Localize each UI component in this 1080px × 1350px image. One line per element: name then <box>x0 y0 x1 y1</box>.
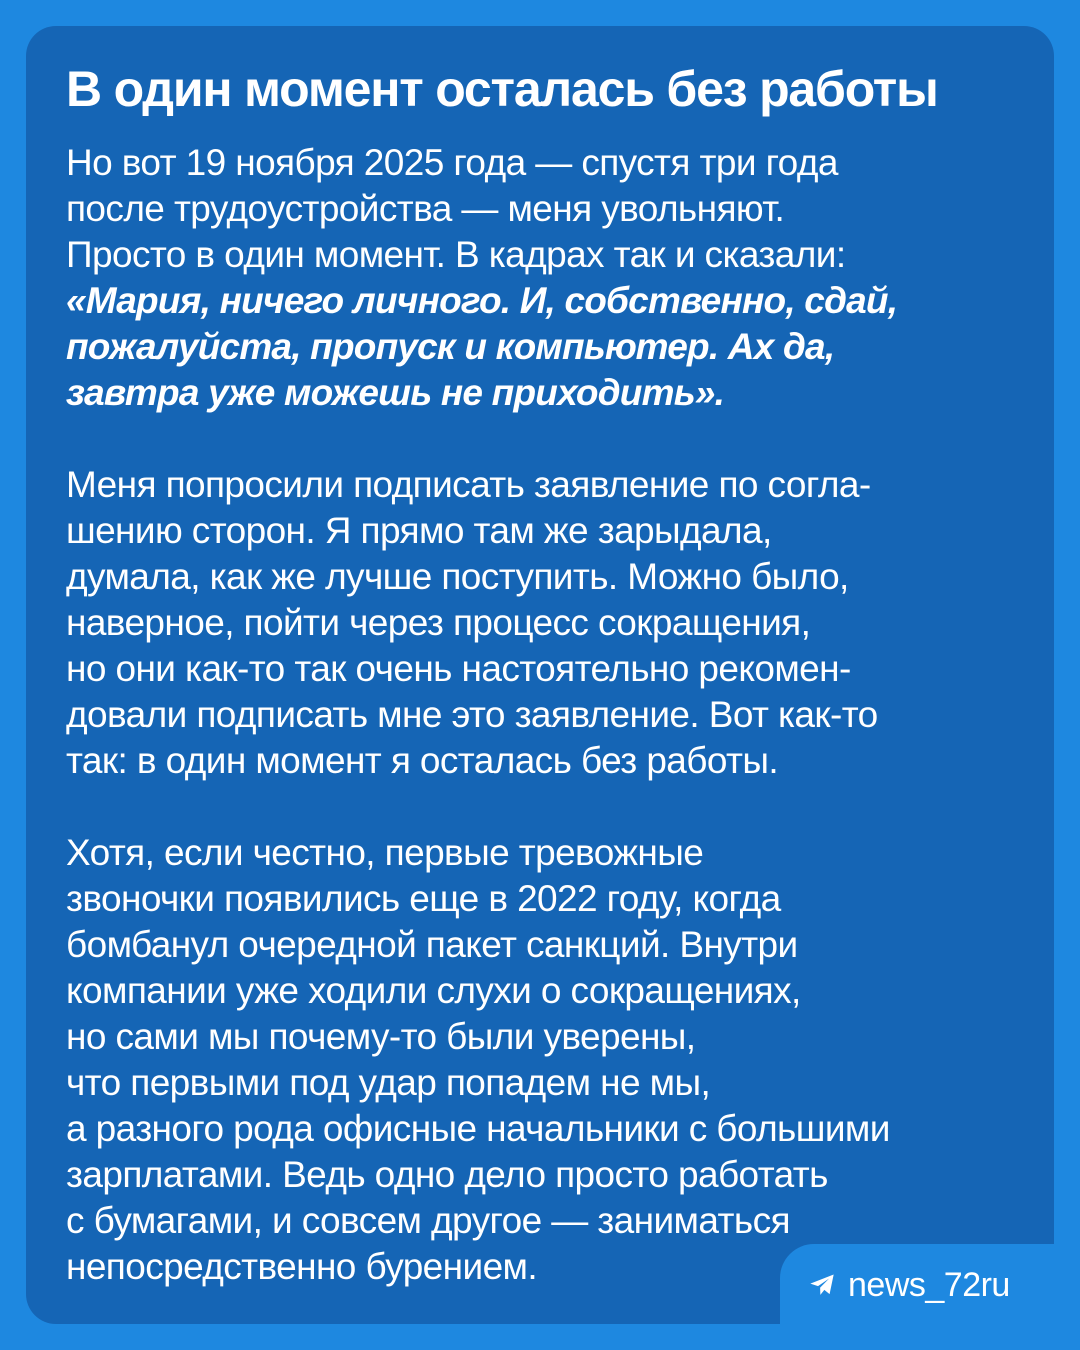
quote-line: завтра уже можешь не приходить». <box>66 372 725 413</box>
brand-label: news_72ru <box>848 1265 1010 1304</box>
text-line: что первыми под удар попадем не мы, <box>66 1062 711 1103</box>
text-line: непосредственно бурением. <box>66 1246 538 1287</box>
telegram-icon <box>808 1271 848 1299</box>
article-body <box>66 140 1026 1290</box>
text-line: шению сторон. Я прямо там же зарыдала, <box>66 510 772 551</box>
text-line: Меня попросили подписать заявление по согла- <box>66 464 871 505</box>
text-line: с бумагами, и совсем другое — заниматься <box>66 1200 790 1241</box>
article-title: В один момент осталась без работы <box>66 61 938 117</box>
text-line: но они как-то так очень настоятельно рекомен- <box>66 648 851 689</box>
text-line: но сами мы почему-то были уверены, <box>66 1016 696 1057</box>
paragraph-3 <box>66 830 1026 1290</box>
quote-line: «Мария, ничего личного. И, собственно, сдай, <box>66 280 898 321</box>
text-line: компании уже ходили слухи о сокращениях, <box>66 970 801 1011</box>
quote-line: пожалуйста, пропуск и компьютер. Ах да, <box>66 326 835 367</box>
text-line: после трудоустройства — меня увольняют. <box>66 188 785 229</box>
text-line: звоночки появились еще в 2022 году, когда <box>66 878 781 919</box>
paragraph-1 <box>66 140 1026 416</box>
paragraph-spacer <box>66 784 1026 830</box>
brand-link[interactable] <box>808 1262 1010 1308</box>
text-line: довали подписать мне это заявление. Вот как-то <box>66 694 878 735</box>
text-line: наверное, пойти через процесс сокращения, <box>66 602 811 643</box>
paragraph-spacer <box>66 416 1026 462</box>
text-line: зарплатами. Ведь одно дело просто работать <box>66 1154 828 1195</box>
text-line: бомбанул очередной пакет санкций. Внутри <box>66 924 798 965</box>
text-line: так: в один момент я осталась без работы. <box>66 740 779 781</box>
text-line: Просто в один момент. В кадрах так и сказали: <box>66 234 846 275</box>
text-line: а разного рода офисные начальники с большими <box>66 1108 890 1149</box>
text-line: Хотя, если честно, первые тревожные <box>66 832 704 873</box>
text-line: Но вот 19 ноября 2025 года — спустя три года <box>66 142 838 183</box>
text-line: думала, как же лучше поступить. Можно было, <box>66 556 849 597</box>
paragraph-2 <box>66 462 1026 784</box>
